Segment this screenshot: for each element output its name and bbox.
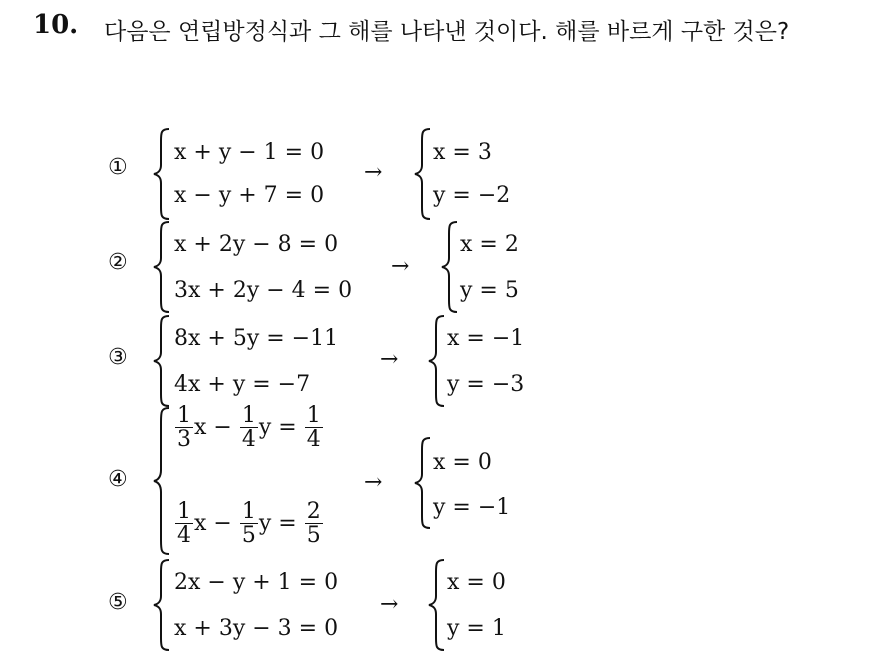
left-brace-icon [152, 314, 172, 408]
solution-y: y = −1 [433, 495, 511, 520]
fraction [175, 404, 193, 451]
arrow-icon: → [380, 592, 399, 617]
term: x − [194, 511, 232, 537]
solution-y: y = 5 [460, 278, 519, 303]
option-5-number: ⑤ [108, 590, 128, 615]
left-brace-icon [152, 127, 172, 221]
equation-1 [174, 404, 324, 451]
left-brace-icon [152, 558, 172, 652]
equation-2: x − y + 7 = 0 [174, 183, 325, 208]
equation-2: 4x + y = −7 [174, 372, 311, 397]
left-brace-icon [413, 436, 433, 530]
question-number: 10. [33, 10, 79, 40]
fraction-numerator: 1 [306, 403, 321, 428]
fraction-numerator: 1 [177, 499, 191, 524]
fraction-denominator: 4 [306, 427, 321, 453]
fraction-numerator: 1 [241, 499, 256, 524]
fraction [175, 500, 193, 547]
option-4-number: ④ [108, 467, 128, 492]
fraction-denominator: 5 [241, 523, 256, 549]
arrow-icon: → [364, 160, 383, 185]
term: y = [258, 511, 297, 537]
solution-y: y = −3 [447, 372, 525, 397]
equation-1: 8x + 5y = −11 [174, 326, 339, 351]
option-2-number: ② [108, 250, 128, 275]
equation-2: x + 3y − 3 = 0 [174, 616, 339, 641]
left-brace-icon [413, 127, 433, 221]
fraction [240, 500, 258, 547]
equation-2: 3x + 2y − 4 = 0 [174, 278, 353, 303]
left-brace-icon [440, 220, 460, 314]
arrow-icon: → [380, 347, 399, 372]
fraction-denominator: 5 [306, 523, 321, 549]
solution-y: y = −2 [433, 183, 511, 208]
left-brace-icon [427, 314, 447, 408]
arrow-icon: → [364, 470, 383, 495]
arrow-icon: → [391, 254, 410, 279]
fraction-denominator: 3 [177, 427, 191, 453]
option-3-number: ③ [108, 345, 128, 370]
solution-x: x = 3 [433, 140, 492, 165]
solution-x: x = −1 [447, 326, 525, 351]
option-1-number: ① [108, 155, 128, 180]
question-text: 다음은 연립방정식과 그 해를 나타낸 것이다. 해를 바르게 구한 것은? [104, 19, 790, 45]
term: y = [258, 415, 297, 441]
fraction [305, 500, 323, 547]
fraction-numerator: 1 [241, 403, 256, 428]
left-brace-icon [152, 406, 172, 556]
left-brace-icon [152, 220, 172, 314]
fraction-numerator: 2 [306, 499, 321, 524]
solution-x: x = 0 [447, 570, 506, 595]
term: x − [194, 415, 232, 441]
fraction [305, 404, 323, 451]
equation-1: x + y − 1 = 0 [174, 140, 325, 165]
fraction-denominator: 4 [241, 427, 256, 453]
left-brace-icon [427, 558, 447, 652]
equation-2 [174, 500, 324, 547]
fraction-numerator: 1 [177, 403, 191, 428]
solution-x: x = 2 [460, 232, 519, 257]
equation-1: 2x − y + 1 = 0 [174, 570, 339, 595]
solution-y: y = 1 [447, 616, 506, 641]
fraction-denominator: 4 [177, 523, 191, 549]
fraction [240, 404, 258, 451]
equation-1: x + 2y − 8 = 0 [174, 232, 339, 257]
solution-x: x = 0 [433, 450, 492, 475]
